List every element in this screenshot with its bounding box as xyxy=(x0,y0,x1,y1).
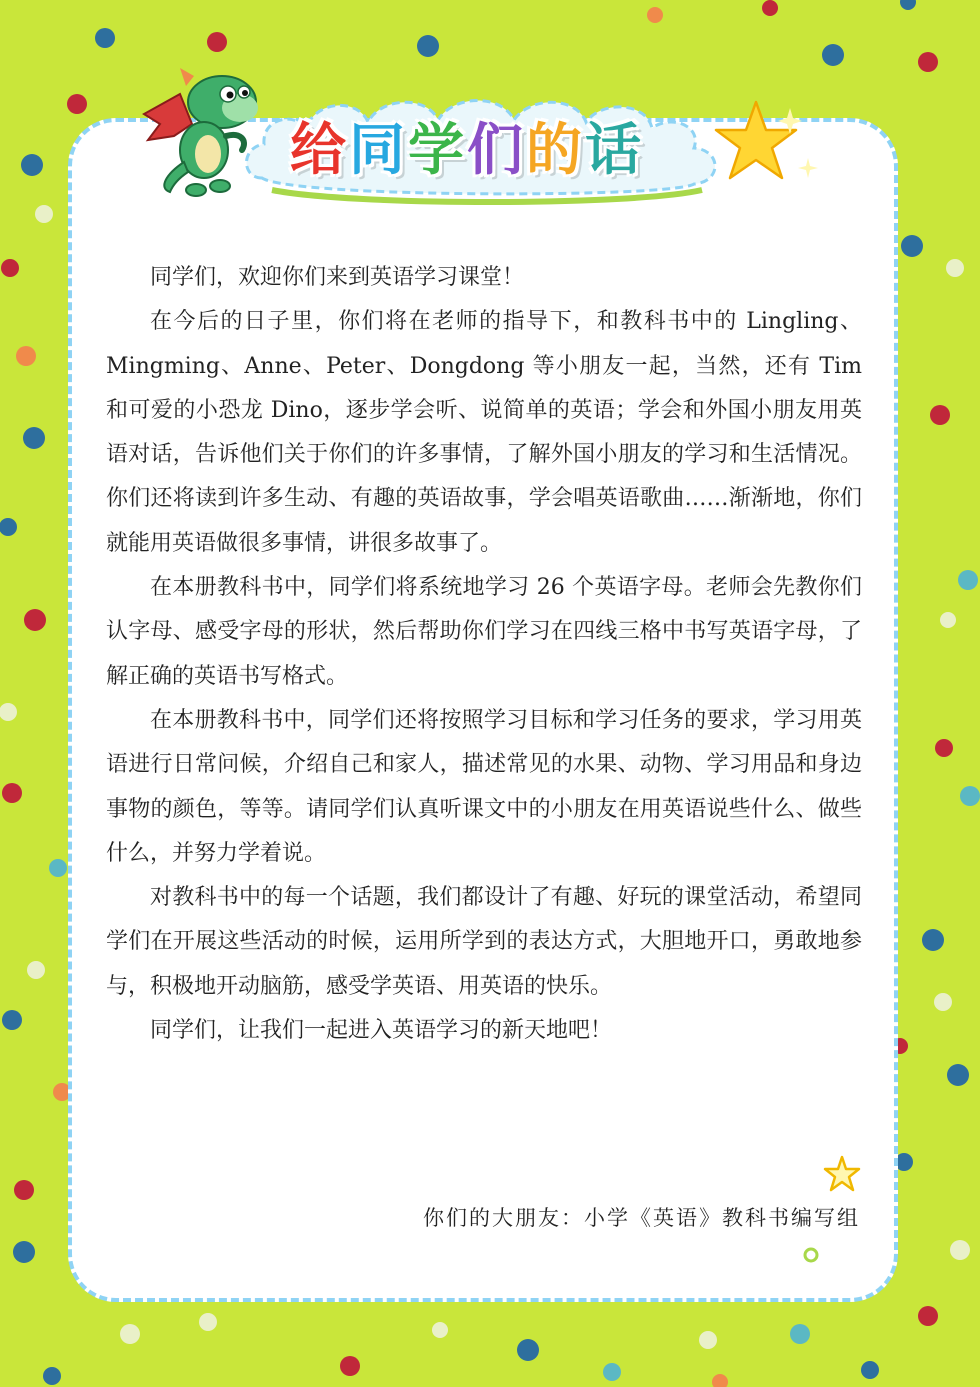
dino-dragon-mascot xyxy=(140,66,280,206)
ring-icon xyxy=(802,1246,820,1264)
paragraph: 对教科书中的每一个话题，我们都设计了有趣、好玩的课堂活动，希望同学们在开展这些活动的时候，运用所学到的表达方式，大胆地开口，勇敢地参与，积极地开动脑筋，感受学英语、用英语的快乐。 xyxy=(106,885,862,999)
page-title xyxy=(290,110,710,182)
paragraph: 同学们，让我们一起进入英语学习的新天地吧！ xyxy=(150,1018,613,1044)
title-char: 话 xyxy=(585,118,642,183)
title-char: 学 xyxy=(408,118,465,183)
letter-body xyxy=(106,256,862,1053)
title-char: 给 xyxy=(290,118,347,183)
title-char: 的 xyxy=(526,118,583,183)
star-outline-icon xyxy=(822,1154,862,1194)
paragraph: 在本册教科书中，同学们将系统地学习 26 个英语字母。老师会先教你们认字母、感受字母的形状，然后帮助你们学习在四线三格中书写英语字母，了解正确的英语书写格式。 xyxy=(106,575,862,689)
star-icon xyxy=(712,94,822,194)
title-char: 们 xyxy=(467,118,524,183)
paragraph: 在本册教科书中，同学们还将按照学习目标和学习任务的要求，学习用英语进行日常问候，介绍自己和家人，描述常见的水果、动物、学习用品和身边事物的颜色，等等。请同学们认真听课文中的小朋友在用英语说些什么、做些什么，并努力学着说。 xyxy=(106,707,862,866)
paragraph: 在今后的日子里，你们将在老师的指导下，和教科书中的 Lingling、Mingming、Anne、Peter、Dongdong 等小朋友一起，当然，还有 Tim 和可爱的小恐龙 Dino，逐步学会听、说简单的英语；学会和外国小朋友用英语对话，告诉他们关于你们的许多事情，了解外国小朋友的学习和生活情况。你们还将读到许多生动、有趣的英语故事，学会唱英语歌曲……渐渐地，你们就能用英语做很多事情，讲很多故事了。 xyxy=(106,309,862,556)
title-char: 同 xyxy=(349,118,406,183)
signature: 你们的大朋友：小学《英语》教科书编写组 xyxy=(423,1206,860,1230)
paragraph: 同学们，欢迎你们来到英语学习课堂！ xyxy=(150,265,525,290)
